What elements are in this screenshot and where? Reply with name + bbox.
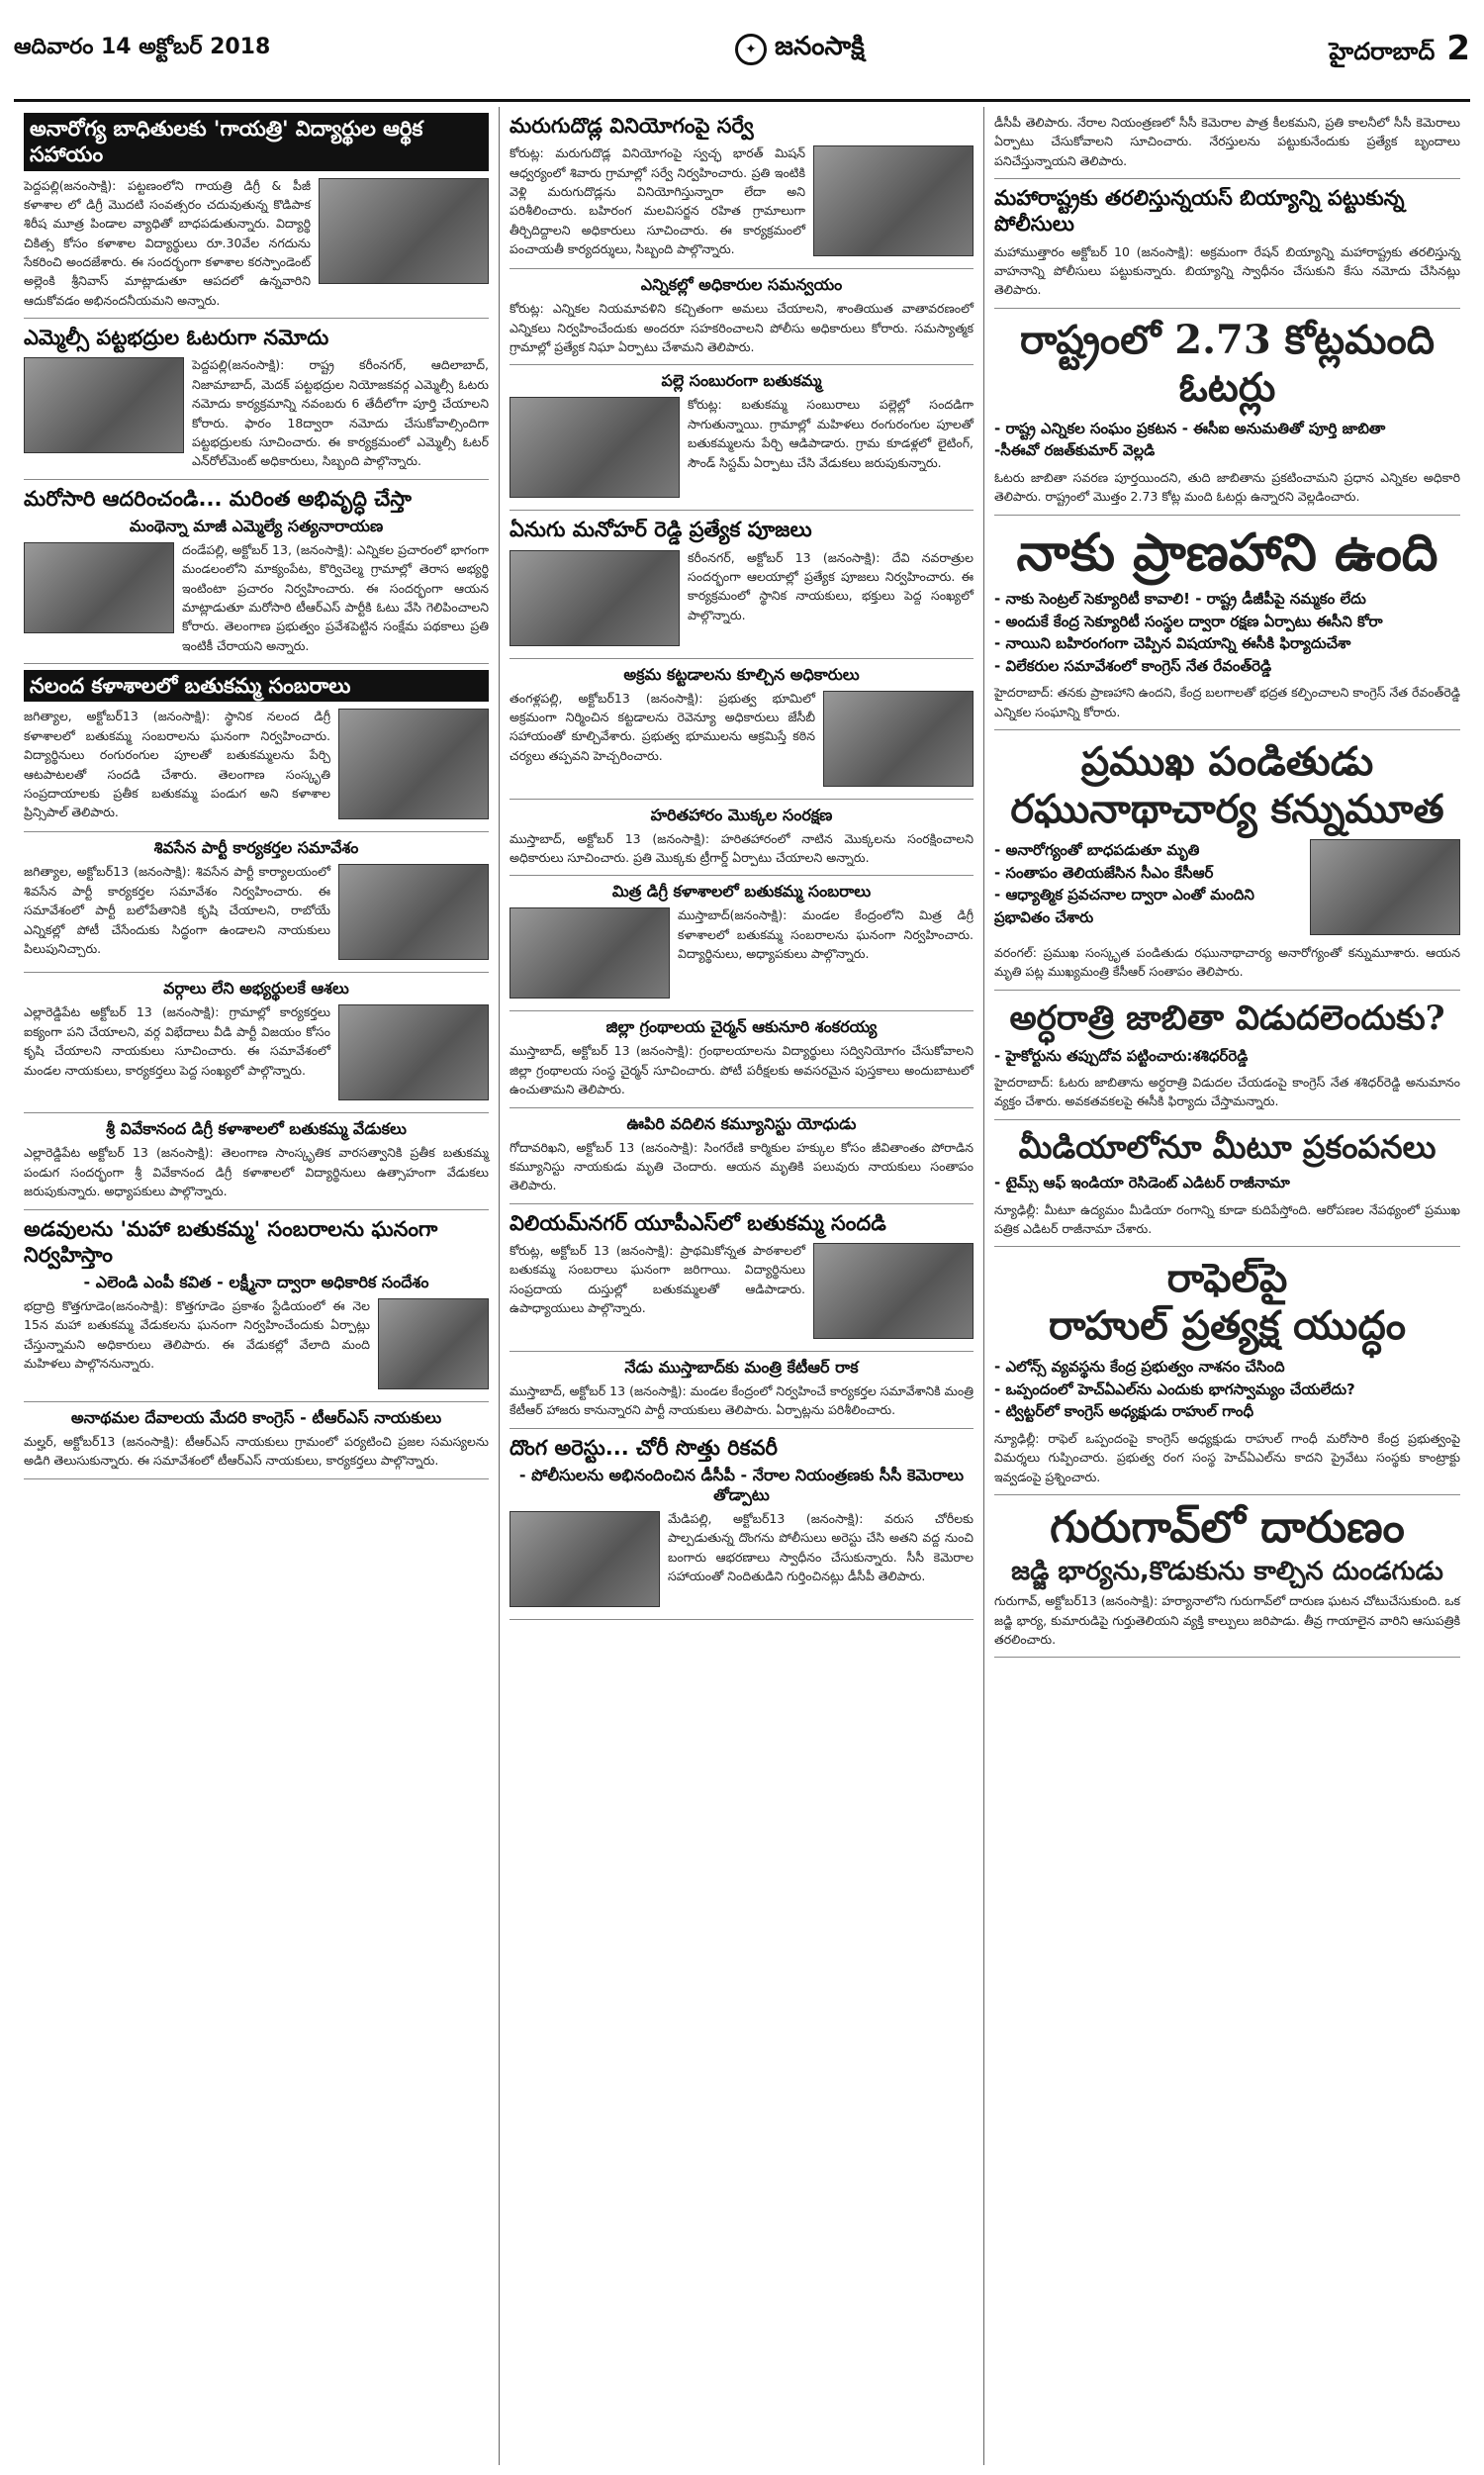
news-photo [510,1511,660,1607]
news-columns [14,107,1470,2465]
news-photo [338,864,489,960]
story-headline: మిత్ర డిగ్రీ కళాశాలలో బతుకమ్మ సంబరాలు [611,882,872,902]
banner-gurugram [994,1495,1460,1658]
story-headline: శివసేన పార్టీ కార్యకర్తల సమావేశం [153,838,359,858]
news-photo [319,178,489,284]
banner-rafale [994,1247,1460,1495]
story-library [510,1011,974,1107]
story-subheadline: - ఎలెండి ఎంపీ కవిత - లక్ష్మీనా ద్వారా అధికారిక సందేశం [83,1273,429,1291]
banner-bullet: - నాయిని బహిరంగంగా చెప్పిన విషయాన్ని ఈసీకి ఫిర్యాదుచేశా [994,634,1351,653]
news-photo [510,550,680,646]
banner-voters [994,309,1460,516]
story-headline: నేడు ముస్తాబాద్‌కు మంత్రి కేటీఆర్ రాక [624,1357,859,1377]
banner-scholar [994,730,1460,991]
story-shivsena-meeting [24,832,489,973]
story-body: ముస్తాబాద్, అక్టోబర్ 13 (జనంసాక్షి): హరితహారంలో నాటిన మొక్కలను సంరక్షించాలని అధికారులు సూచించారు. ప్రతి మొక్కకు ట్రీగార్డ్ ఏర్పాటు చేయాలని అన్నారు. [510,830,974,865]
story-special-pujas [510,511,974,658]
story-body: జగిత్యాల, అక్టోబర్13 (జనంసాక్షి): స్థానిక నలంద డిగ్రీ కళాశాలలో బతుకమ్మ సంబరాలను ఘనంగా నిర్వహించారు. విద్యార్థినులు రంగురంగుల పూలతో బతుకమ్మలను పేర్చి ఆటపాటలతో సందడి చేశారు. తెలంగాణ సంస్కృతి సంప్రదాయాలకు ప్రతీక బతుకమ్మ పండుగ అని కళాశాల ప్రిన్సిపాల్ తెలిపారు. [24,709,330,820]
city-name: హైదరాబాద్ [1329,37,1436,65]
story-haritha-haram [510,800,974,877]
story-headline: శ్రీ వివేకానంద డిగ్రీ కళాశాలలో బతుకమ్మ వేడుకలు [106,1119,407,1139]
banner-subheadline: జడ్జి భార్యను,కొడుకును కాల్చిన దుండగుడు [1011,1556,1443,1586]
story-headline: అక్రమ కట్టడాలను కూల్చిన అధికారులు [623,664,860,684]
story-ktr-visit [510,1352,974,1429]
banner-headline: మీడియాలోనూ మీటూ ప్రకంపనలు [1018,1127,1437,1166]
story-headline: ఎమ్మెల్సీ పట్టభద్రుల ఓటరుగా నమోదు [24,326,329,350]
banner-bullet: - అందుకే కేంద్ర సెక్యూరిటీ సంస్థల ద్వారా రక్షణ ఏర్పాటు ఈసీని కోరా [994,612,1383,630]
story-body: భద్రాద్రి కొత్తగూడెం(జనంసాక్షి): కొత్తగూడెం ప్రకాశం స్టేడియంలో ఈ నెల 15న మహా బతుకమ్మ వేడుకలను ఘనంగా నిర్వహించేందుకు ఏర్పాట్లు చేస్తున్నామని అధికారులు తెలిపారు. ఈ వేడుకల్లో వేలాది మంది మహిళలు పాల్గొననున్నారు. [24,1298,370,1372]
story-campaign [24,480,489,665]
logo-icon: ✦ [735,34,767,65]
news-photo [510,907,670,999]
story-body: దండేపల్లి, అక్టోబర్ 13, (జనంసాక్షి): ఎన్నికల ప్రచారంలో భాగంగా మండలంలోని మాక్యంపేట, కొర్విచెల్మ గ్రామాల్లో తెరాస అభ్యర్థి ఇంటింటా ప్రచారం నిర్వహించారు. ఈ సందర్భంగా ఆయన మాట్లాడుతూ మరోసారి టీఆర్‌ఎస్ పార్టీకి ఓటు వేసి గెలిపించాలని కోరారు. తెలంగాణ ప్రభుత్వం ప్రవేశపెట్టిన సంక్షేమ పథకాలు ప్రతి ఇంటికీ చేరాయని అన్నారు. [182,541,489,653]
story-subheadline: - పోలీసులను అభినందించిన డీసీపీ - నేరాల నియంత్రణకు సీసీ కెమెరాలు తోడ్పాటు [518,1465,965,1504]
news-photo [813,145,974,256]
story-headline: వర్గాలు లేని అభ్యర్థులకే ఆశలు [163,979,349,999]
story-body: మహాముత్తారం అక్టోబర్ 10 (జనంసాక్షి): అక్రమంగా రేషన్ బియ్యాన్ని మహారాష్ట్రకు తరలిస్తున్న వాహనాన్ని పోలీసులు పట్టుకున్నారు. బియ్యాన్ని స్వాధీనం చేసుకుని కేసు నమోదు చేసినట్లు తెలిపారు. [994,243,1460,298]
story-body: డీసీపీ తెలిపారు. నేరాల నియంత్రణలో సీసీ కెమెరాల పాత్ర కీలకమని, ప్రతి కాలనీలో సీసీ కెమెరాలు ఏర్పాటు చేసుకోవాలని సూచించారు. నేరస్తులను పట్టుకునేందుకు ప్రత్యేక బృందాలు పనిచేస్తున్నాయని తెలిపారు. [994,115,1460,168]
story-trs-leaders [24,1402,489,1479]
news-photo [823,691,974,787]
story-body: కోరుట్ల: ఎన్నికల నియమావళిని కచ్చితంగా అమలు చేయాలని, శాంతియుత వాతావరణంలో ఎన్నికలు నిర్వహించేందుకు అందరూ సహకరించాలని పోలీసు అధికారులు కోరారు. సమస్యాత్మక గ్రామాల్లో ప్రత్యేక నిఘా ఏర్పాటు చేశామని తెలిపారు. [510,301,974,354]
column-right [983,107,1470,2465]
banner-headline: రాహుల్ ప్రత్యక్ష యుద్ధం [1049,1302,1406,1350]
story-headline: హరితహారం మొక్కల సంరక్షణ [650,805,833,824]
banner-body: హైదరాబాద్: తనకు ప్రాణహాని ఉందని, కేంద్ర బలగాలతో భద్రత కల్పించాలని కాంగ్రెస్ నేత రేవంత్‌రెడ్డి ఎన్నికల సంఘాన్ని కోరారు. [994,685,1460,719]
story-mlc-voter [24,319,489,480]
banner-bullet: - రాష్ట్ర ఎన్నికల సంఘం ప్రకటన - ఈసీఐ అనుమతితో పూర్తి జాబితా [994,419,1386,437]
banner-body: గురుగావ్, అక్టోబర్13 (జనంసాక్షి): హర్యానాలోని గురుగావ్‌లో దారుణ ఘటన చోటుచేసుకుంది. ఒక జడ్జి భార్య, కుమారుడిపై గుర్తుతెలియని వ్యక్తి కాల్పులు జరిపాడు. తీవ్ర గాయాలైన వారిని ఆసుపత్రికి తరలించారు. [994,1593,1460,1647]
column-middle [499,107,983,2465]
story-headline: విలియమ్‌నగర్ యూపీఎస్‌లో బతుకమ్మ సందడి [510,1210,886,1235]
story-headline: అనారోగ్య బాధితులకు 'గాయత్రి' విద్యార్థుల ఆర్థిక సహాయం [24,113,489,171]
story-body: మల్హర్, అక్టోబర్13 (జనంసాక్షి): టీఆర్ఎస్ నాయకులు గ్రామంలో పర్యటించి ప్రజల సమస్యలను అడిగి తెలుసుకున్నారు. ఈ సమావేశంలో టీఆర్ఎస్ నాయకులు, కార్యకర్తలు పాల్గొన్నారు. [24,1434,489,1469]
news-photo [24,542,174,633]
story-body: కరీంనగర్, అక్టోబర్ 13 (జనంసాక్షి): దేవి నవరాత్రుల సందర్భంగా ఆలయాల్లో ప్రత్యేక పూజలు నిర్వహించారు. ఈ కార్యక్రమంలో స్థానిక నాయకులు, భక్తులు పెద్ద సంఖ్యలో పాల్గొన్నారు. [688,549,974,622]
portrait-photo [1310,839,1460,935]
banner-bullet: -సీఈవో రజత్‌కుమార్ వెల్లడి [994,441,1156,460]
banner-headline: నాకు ప్రాణహాని ఉంది [1016,522,1438,583]
news-photo [338,709,489,819]
story-election-coordination [510,269,974,365]
story-headline: ఎన్నికల్లో అధికారుల సమన్వయం [640,275,843,295]
banner-body: ఓటరు జాబితా సవరణ పూర్తయిందని, తుది జాబితాను ప్రకటించామని ప్రధాన ఎన్నికల అధికారి తెలిపారు. రాష్ట్రంలో మొత్తం 2.73 కోట్ల మంది ఓటర్లు ఉన్నారని వెల్లడించారు. [994,469,1460,505]
banner-bullet: - ఎలోన్స్ వ్యవస్థను కేంద్ర ప్రభుత్వం నాశనం చేసింది [994,1358,1285,1377]
logo-text: జనంసాక్షి [774,32,865,61]
story-headline: దొంగ అరెస్టు... చోరీ సొత్తు రికవరీ [510,1435,779,1460]
banner-threat [994,516,1460,731]
banner-metoo [994,1120,1460,1248]
banner-bullet: - టైమ్స్ ఆఫ్ ఇండియా రెసిడెంట్ ఎడిటర్ రాజీనామా [994,1174,1290,1192]
story-headline: మరుగుదొడ్ల వినియోగంపై సర్వే [510,114,754,138]
story-body: గోదావరిఖని, అక్టోబర్ 13 (జనంసాక్షి): సింగరేణి కార్మికుల హక్కుల కోసం జీవితాంతం పోరాడిన కమ్యూనిస్టు నాయకుడు మృతి చెందారు. ఆయన మృతికి పలువురు నాయకులు సంతాపం తెలిపారు. [510,1139,974,1193]
banner-bullet: - హైకోర్టును తప్పుదోవ పట్టించారు:శశిధర్‌రెడ్డి [994,1046,1249,1065]
news-photo [338,1004,489,1100]
news-photo [510,397,680,498]
news-photo [24,357,184,453]
story-thief-arrest [510,1429,974,1620]
banner-headline: గురుగావ్‌లో దారుణం [1050,1502,1405,1554]
banner-body: న్యూఢిల్లీ: మీటూ ఉద్యమం మీడియా రంగాన్ని కూడా కుదిపేస్తోంది. ఆరోపణల నేపథ్యంలో ప్రముఖ పత్రిక ఎడిటర్ రాజీనామా చేశారు. [994,1201,1460,1237]
story-ups-bathukamma [510,1204,974,1352]
story-nalanda-bathukamma [24,664,489,832]
banner-bullet: - విలేకరుల సమావేశంలో కాంగ్రెస్ నేత రేవంత్‌రెడ్డి [994,656,1272,675]
story-headline: అడవులను 'మహా బతుకమ్మ' సంబరాలను ఘనంగా నిర్వహిస్తాం [24,1216,438,1267]
page-number: 2 [1446,28,1470,68]
story-village-bathukamma [510,365,974,511]
story-body: మేడిపల్లి, అక్టోబర్13 (జనంసాక్షి): వరుస చోరీలకు పాల్పడుతున్న దొంగను పోలీసులు అరెస్టు చేసి అతని వద్ద నుంచి బంగారు ఆభరణాలు స్వాధీనం చేసుకున్నారు. సీసీ కెమెరాల సహాయంతో నిందితుడిని గుర్తించినట్లు డీసీపీ తెలిపారు. [668,1510,974,1583]
banner-bullet: - ఆధ్యాత్మిక ప్రవచనాల ద్వారా ఎంతో మందిని ప్రభావితం చేశారు [994,886,1254,926]
story-demolition [510,659,974,800]
story-maha-bathukamma [24,1210,489,1403]
masthead [14,0,1470,102]
story-body: పెద్దపల్లి(జనంసాక్షి): రాష్ట్ర కరీంనగర్, ఆదిలాబాద్, నిజామాబాద్, మెదక్ పట్టభద్రుల నియోజకవర్గ ఎమ్మెల్సీ ఓటరు నమోదు కార్యక్రమాన్ని నవంబరు 6 తేదీలోగా పూర్తి చేయాలని కోరారు. ఫారం 18ద్వారా నమోదు చేసుకోవాల్సిందిగా పట్టభద్రులకు సూచించారు. ఈ కార్యక్రమంలో ఎమ్మెల్సీ ఓటర్ ఎన్‌రోల్‌మెంట్ అధికారులు, సిబ్బంది పాల్గొన్నారు. [192,357,489,469]
story-headline: నలంద కళాశాలలో బతుకమ్మ సంబరాలు [24,670,489,702]
column-left [14,107,499,2465]
banner-bullet: - అనారోగ్యంతో బాధపడుతూ మృతి [994,841,1200,860]
story-mitra-college [510,876,974,1011]
story-communist-leader [510,1108,974,1204]
story-body: ముస్తాబాద్, అక్టోబర్ 13 (జనంసాక్షి): మండల కేంద్రంలో నిర్వహించే కార్యకర్తల సమావేశానికి మంత్రి కేటీఆర్ హాజరు కానున్నారని పార్టీ నాయకులు తెలిపారు. ఏర్పాట్లను పరిశీలించారు. [510,1382,974,1418]
story-headline: మరోసారి ఆదరించండి... మరింత అభివృద్ధి చేస్తా [24,486,412,511]
banner-bullet: - ఒప్పందంలో హెచ్‌ఏఎల్‌ను ఎందుకు భాగస్వామ్యం చేయలేదు? [994,1380,1355,1398]
story-vivekananda [24,1113,489,1209]
news-photo [378,1298,489,1389]
story-toilet-survey [510,107,974,269]
banner-body: వరంగల్: ప్రముఖ సంస్కృత పండితుడు రఘునాథాచార్య అనారోగ్యంతో కన్నుమూశారు. ఆయన మృతి పట్ల ముఖ్యమంత్రి కేసీఆర్ సంతాపం తెలిపారు. [994,945,1460,980]
story-headline: పల్లె సంబురంగా బతుకమ్మ [661,371,822,391]
banner-headline: రాఫెల్‌పై [1166,1255,1288,1302]
banner-body: హైదరాబాద్: ఓటరు జాబితాను అర్ధరాత్రి విడుదల చేయడంపై కాంగ్రెస్ నేత శశిధర్‌రెడ్డి అనుమానం వ్యక్తం చేశారు. అవకతవకలపై ఈసీకి ఫిర్యాదు చేస్తామన్నారు. [994,1075,1460,1109]
masthead-right [1329,29,1470,71]
story-headline: జిల్లా గ్రంథాలయ చైర్మన్ ఆకునూరి శంకరయ్య [605,1017,878,1037]
banner-headline: రాష్ట్రంలో 2.73 కోట్లమంది ఓటర్లు [1019,316,1436,411]
story-body: కోరుట్ల: బతుకమ్మ సంబురాలు పల్లెల్లో సందడిగా సాగుతున్నాయి. గ్రామాల్లో మహిళలు రంగురంగుల పూలతో బతుకమ్మలను పేర్చి ఆడిపాడారు. గ్రామ కూడళ్లలో లైటింగ్, సౌండ్ సిస్టమ్ ఏర్పాటు చేసి వేడుకలు జరుపుకున్నారు. [688,397,974,470]
banner-headline: ప్రముఖ పండితుడు [1080,738,1374,786]
story-subheadline: మంథెన్నా మాజీ ఎమ్మెల్యే సత్యనారాయణ [129,516,384,535]
banner-midnight-list [994,991,1460,1120]
story-body: ఎల్లారెడ్డిపేట అక్టోబర్ 13 (జనంసాక్షి): గ్రామాల్లో కార్యకర్తలు ఐక్యంగా పని చేయాలని, వర్గ విభేదాలు వీడి పార్టీ విజయం కోసం కృషి చేయాలని నాయకులు సూచించారు. ఈ సమావేశంలో మండల నాయకులు, కార్యకర్తలు పెద్ద సంఖ్యలో పాల్గొన్నారు. [24,1004,330,1078]
story-body: కోరుట్ల: మరుగుదొడ్ల వినియోగంపై స్వచ్ఛ భారత్ మిషన్ ఆధ్వర్యంలో శివారు గ్రామాల్లో సర్వే నిర్వహించారు. ప్రతి ఇంటికి వెళ్లి మరుగుదొడ్లను వినియోగిస్తున్నారా లేదా అని పరిశీలించారు. బహిరంగ మలవిసర్జన రహిత గ్రామాలుగా తీర్చిదిద్దాలని అధికారులు సూచించారు. ఈ కార్యక్రమంలో పంచాయతీ కార్యదర్శులు, సిబ్బంది పాల్గొన్నారు. [510,145,805,257]
story-cctv-continuation [994,107,1460,179]
story-candidates [24,973,489,1113]
news-photo [813,1243,974,1339]
story-headline: మహారాష్ట్రకు తరలిస్తున్నయస్ బియ్యాన్ని పట్టుకున్న పోలీసులు [994,186,1405,237]
story-body: జగిత్యాల, అక్టోబర్13 (జనంసాక్షి): శివసేన పార్టీ కార్యాలయంలో శివసేన పార్టీ కార్యకర్తల సమావేశం నిర్వహించారు. ఈ సమావేశంలో పార్టీ బలోపేతానికి కృషి చేయాలని, రాబోయే ఎన్నికల్లో పోటీ చేసేందుకు సిద్ధంగా ఉండాలని నాయకులు పిలుపునిచ్చారు. [24,864,330,956]
story-headline: అనాథమల దేవాలయ మేదరి కాంగ్రెస్ - టీఆర్ఎస్ నాయకులు [70,1408,442,1427]
story-gayatri-aid [24,107,489,319]
story-body: కోరుట్ల, అక్టోబర్ 13 (జనంసాక్షి): ప్రాథమికోన్నత పాఠశాలలో బతుకమ్మ సంబరాలు ఘనంగా జరిగాయి. విద్యార్థినులు సంప్రదాయ దుస్తుల్లో బతుకమ్మలతో ఆడిపాడారు. ఉపాధ్యాయులు పాల్గొన్నారు. [510,1242,805,1315]
story-body: పెద్దపల్లి(జనంసాక్షి): పట్టణంలోని గాయత్రి డిగ్రీ & పీజీ కళాశాల లో డిగ్రీ మొదటి సంవత్సరం చదువుతున్న కొడిపాక శిరీష మూత్ర పిండాల వ్యాధితో బాధపడుతున్నారు. విద్యార్థి చికిత్స కోసం కళాశాల విద్యార్థులు రూ.30వేల నగదును సేకరించి అందజేశారు. ఈ సందర్భంగా కళాశాల కరస్పాండెంట్ అల్లెంకి శ్రీనివాస్ మాట్లాడుతూ ఆపదలో ఉన్నవారిని ఆదుకోవడం అభినందనీయమని అన్నారు. [24,177,311,308]
banner-body: న్యూఢిల్లీ: రాఫెల్ ఒప్పందంపై కాంగ్రెస్ అధ్యక్షుడు రాహుల్ గాంధీ మరోసారి కేంద్ర ప్రభుత్వంపై విమర్శలు గుప్పించారు. ప్రభుత్వ రంగ సంస్థ హెచ్‌ఏఎల్‌ను కాదని ప్రైవేటు సంస్థకు కాంట్రాక్టు ఇవ్వడంపై ప్రశ్నించారు. [994,1430,1460,1484]
story-body: ముస్తాబాద్(జనంసాక్షి): మండల కేంద్రంలోని మిత్ర డిగ్రీ కళాశాలలో బతుకమ్మ సంబరాలను ఘనంగా నిర్వహించారు. విద్యార్థినులు, అధ్యాపకులు పాల్గొన్నారు. [678,907,974,962]
banner-headline: అర్ధరాత్రి జాబితా విడుదలెందుకు? [1009,998,1445,1038]
story-headline: ఏనుగు మనోహర్ రెడ్డి ప్రత్యేక పూజలు [510,518,812,542]
story-rice-seized [994,179,1460,309]
story-body: ముస్తాబాద్, అక్టోబర్ 13 (జనంసాక్షి): గ్రంథాలయాలను విద్యార్థులు సద్వినియోగం చేసుకోవాలని జిల్లా గ్రంథాలయ సంస్థ చైర్మన్ సూచించారు. పోటీ పరీక్షలకు అవసరమైన పుస్తకాలు అందుబాటులో ఉంచుతామని తెలిపారు. [510,1043,974,1097]
banner-headline: రఘునాథాచార్య కన్నుమూత [1010,786,1444,833]
newspaper-logo [735,32,865,67]
banner-bullet: - సంతాపం తెలియజేసిన సీఎం కేసీఆర్ [994,863,1214,882]
issue-date: ఆదివారం 14 అక్టోబర్ 2018 [14,35,271,59]
story-body: ఎల్లారెడ్డిపేట అక్టోబర్ 13 (జనంసాక్షి): తెలంగాణ సాంస్కృతిక వారసత్వానికి ప్రతీక బతుకమ్మ పండుగ సందర్భంగా శ్రీ వివేకానంద డిగ్రీ కళాశాలలో విద్యార్థినులు ఉత్సాహంగా వేడుకలు జరుపుకున్నారు. అధ్యాపకులు పాల్గొన్నారు. [24,1145,489,1199]
banner-bullet: - ట్విట్టర్‌లో కాంగ్రెస్ అధ్యక్షుడు రాహుల్ గాంధీ [994,1402,1254,1421]
story-body: తంగళ్లపల్లి, అక్టోబర్13 (జనంసాక్షి): ప్రభుత్వ భూమిలో అక్రమంగా నిర్మించిన కట్టడాలను రెవెన్యూ అధికారులు జేసీబీ సహాయంతో కూల్చివేశారు. ప్రభుత్వ భూములను ఆక్రమిస్తే కఠిన చర్యలు తప్పవని హెచ్చరించారు. [510,690,815,763]
story-headline: ఊపిరి వదిలిన కమ్యూనిస్టు యోధుడు [626,1113,857,1133]
banner-bullet: - నాకు సెంట్రల్ సెక్యూరిటీ కావాలి! - రాష్ట్ర డీజీపీపై నమ్మకం లేదు [994,590,1366,609]
